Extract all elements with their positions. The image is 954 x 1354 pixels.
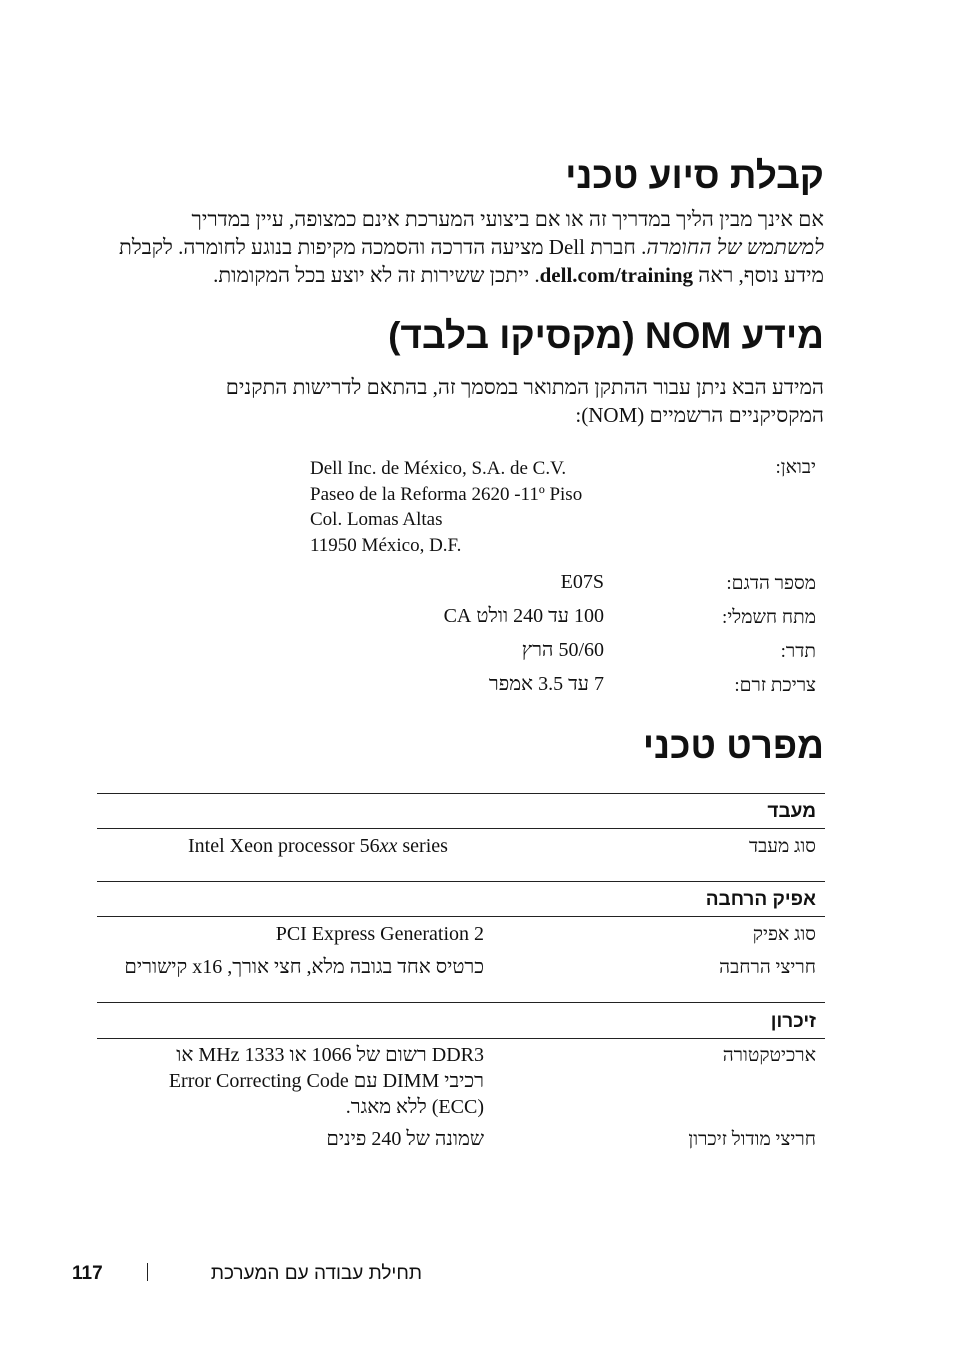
nom-intro-line-1: המידע הבא ניתן עבור ההתקן המתואר במסמך זה, בהתאם לדרישות התקנים [225,375,824,399]
divider [97,828,825,829]
frequency-value: 50/60 הרץ [521,639,604,661]
memory-section-title: זיכרון [770,1011,816,1032]
tech-support-line-3 [84,261,824,289]
memory-slots-value: שמונה של 240 פינים [326,1128,484,1150]
nom-intro [84,373,824,429]
nom-heading: מידע NOM (מקסיקו בלבד) [388,315,824,356]
footer-section-title: תחילת עבודה עם המערכת [210,1263,422,1284]
footer-separator [147,1263,148,1281]
importer-address-line: Paseo de la Reforma 2620 -11º Piso [310,483,583,505]
importer-address [310,456,630,558]
processor-type-label: סוג מעבד [748,836,816,857]
memory-architecture-value [94,1042,484,1120]
expansion-slots-value: כרטיס אחד בגובה מלא, חצי אורך, x16 קישורים [124,956,484,978]
dell-training-link: dell.com/training [539,263,694,287]
tech-support-line-1: אם אינך מבין הליך במדריך זה או אם ביצועי המערכת אינם כמצופה, עיין במדריך [191,207,824,231]
importer-address-line: 11950 México, D.F. [310,534,462,556]
bus-type-label: סוג אפיק [752,924,816,945]
divider [97,916,825,917]
frequency-label: תדר: [780,641,816,662]
tech-support-paragraph [84,205,824,289]
memory-slots-label: חריצי מודול זיכרון [688,1129,816,1150]
divider [97,1038,825,1039]
memory-architecture-line: רכיבי DIMM עם Error Correcting Code [168,1070,484,1092]
current-value: 7 עד 3.5 אמפר [488,673,604,695]
importer-address-line: Col. Lomas Altas [310,509,443,530]
divider [97,1002,825,1003]
divider [97,881,825,882]
processor-section-title: מעבד [767,801,816,822]
specs-heading: מפרט טכני [642,725,824,766]
voltage-label: מתח חשמלי: [722,607,816,628]
tech-support-heading: קבלת סיוע טכני [565,155,824,196]
voltage-value: 100 עד 240 וולט CA [443,605,604,627]
expansion-bus-section-title: אפיק הרחבה [705,889,816,910]
divider [97,793,825,794]
tech-support-line-2 [84,233,824,261]
memory-architecture-line: (ECC) ללא מאגר. [345,1096,484,1118]
memory-architecture-label: ארכיטקטורה [722,1045,816,1066]
expansion-slots-label: חריצי הרחבה [719,957,816,978]
page-number: 117 [72,1263,103,1284]
nom-intro-line-2: המקסיקניים הרשמיים (NOM): [575,403,824,427]
model-number-value: E07S [560,571,604,593]
importer-label: יבואן: [775,457,816,478]
processor-type-value-suffix: series [397,835,448,857]
processor-type-value-text: Intel Xeon processor 56 [188,835,380,857]
memory-architecture-line: DDR3 רשום של 1066 או 1333 MHz או [176,1044,484,1066]
importer-address-line: Dell Inc. de México, S.A. de C.V. [310,458,567,479]
processor-type-value [188,833,588,859]
current-label: צריכת זרם: [734,675,816,696]
bus-type-value: PCI Express Generation 2 [275,923,484,945]
processor-model-wildcard: xx [379,835,398,857]
tech-support-line-3-end: . ייתכן ששירות זה לא יוצע בכל המקומות. [213,263,540,287]
hardware-owners-manual-ref: למשתמש של החומרה [646,235,824,259]
tech-support-line-3-start: מידע נוסף, ראה [693,263,824,287]
model-number-label: מספר הדגם: [726,573,816,594]
tech-support-line-2-text: . חברת Dell מציעה הדרכה והסמכה מקיפות בנוגע לחומרה. לקבלת [119,235,647,259]
